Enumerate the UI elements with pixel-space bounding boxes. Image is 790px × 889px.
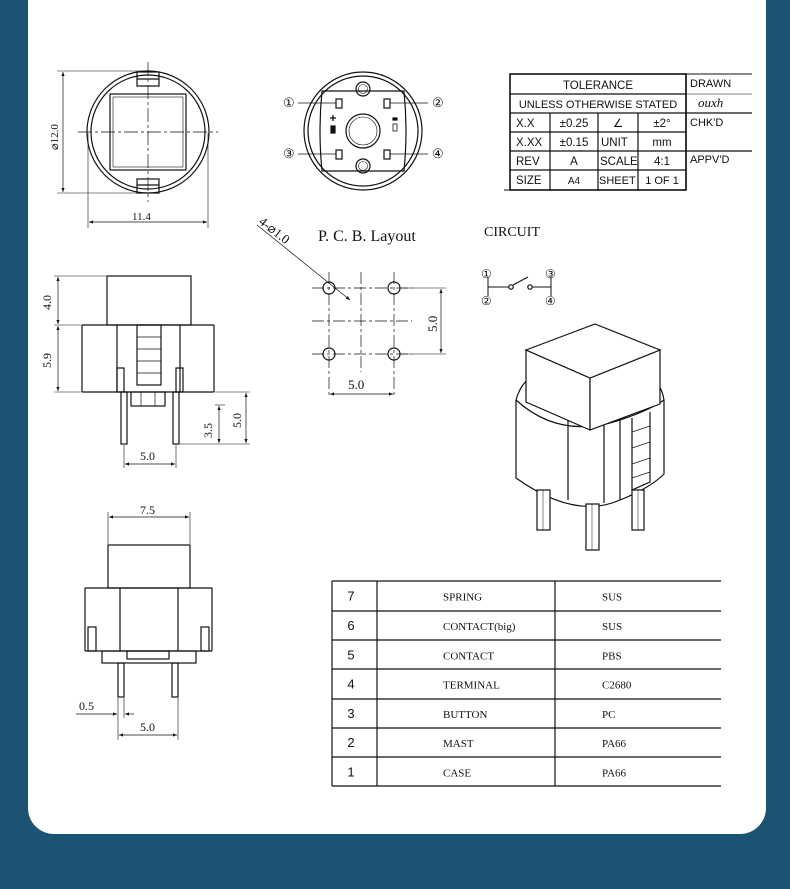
dim-total-lead: 5.0 <box>230 413 244 428</box>
material-row-number: 7 <box>347 588 355 604</box>
material-row-part: CASE <box>443 767 472 780</box>
tb-size-val: A4 <box>567 176 581 187</box>
tb-unit-label: UNIT <box>601 137 628 149</box>
tb-size-label: SIZE <box>516 175 542 187</box>
material-row-material: SUS <box>602 591 623 604</box>
front-view <box>76 512 212 740</box>
tb-scale-label: SCALE <box>600 156 638 168</box>
tb-rev-label: REV <box>516 156 540 168</box>
tb-tolerance: TOLERANCE <box>562 80 634 92</box>
dim-diameter: ⌀12.0 <box>49 124 61 150</box>
bottom-view <box>298 72 428 190</box>
tb-sheet-label: SHEET <box>599 175 636 187</box>
material-row-part: BUTTON <box>443 708 488 721</box>
tb-xx-val: ±0.25 <box>559 118 589 130</box>
pin-label-1: ① <box>283 95 295 110</box>
tb-sheet-val: 1 OF 1 <box>645 175 679 187</box>
material-row-material: PA66 <box>602 738 627 751</box>
dim-pin-length: 3.5 <box>201 423 215 438</box>
material-row-material: PA66 <box>602 767 627 780</box>
tb-angle-val: ±2° <box>653 118 671 130</box>
side-view <box>54 276 250 468</box>
material-row-number: 5 <box>347 647 355 663</box>
tb-rev-val: A <box>570 156 578 168</box>
material-table <box>347 589 631 780</box>
top-view <box>57 62 218 228</box>
pin-label-4: ④ <box>432 146 444 161</box>
circuit-pin-2: ② <box>481 294 492 308</box>
dim-pin-spacing-front: 5.0 <box>140 720 155 734</box>
circuit-title: CIRCUIT <box>484 225 540 240</box>
pcb-title: P. C. B. Layout <box>318 228 416 245</box>
circuit-pin-4: ④ <box>545 294 556 308</box>
pin-label-3: ③ <box>283 146 295 161</box>
dim-height-body: 5.9 <box>40 353 54 368</box>
tb-xx-label: X.X <box>516 118 535 130</box>
tb-angle-symbol: ∠ <box>612 118 624 130</box>
pcb-layout <box>257 225 446 395</box>
circuit-diagram <box>488 277 551 296</box>
tb-unit-val: mm <box>652 137 672 149</box>
circuit-pin-1: ① <box>481 267 492 281</box>
material-row-part: TERMINAL <box>443 679 500 692</box>
pcb-hole-note: 4-⌀1.0 <box>256 213 293 247</box>
tb-scale-val: 4:1 <box>654 156 670 168</box>
tb-xxx-val: ±0.15 <box>559 137 589 149</box>
tb-unless: UNLESS OTHERWISE STATED <box>518 99 678 111</box>
material-row-number: 4 <box>347 676 355 692</box>
material-row-number: 1 <box>347 764 355 780</box>
dim-pin-spacing-side: 5.0 <box>140 449 155 463</box>
material-row-part: CONTACT(big) <box>443 620 516 633</box>
tb-chkd-label: CHK'D <box>690 117 724 129</box>
material-row-part: CONTACT <box>443 650 495 663</box>
pcb-spacing-y: 5.0 <box>425 315 440 332</box>
pin-label-2: ② <box>432 95 444 110</box>
tb-drawn-label: DRAWN <box>690 78 732 90</box>
tb-appvd-label: APPV'D <box>690 154 730 166</box>
material-row-number: 6 <box>347 617 355 633</box>
dim-width-front: 7.5 <box>140 503 155 517</box>
material-row-material: SUS <box>602 620 623 633</box>
material-row-number: 2 <box>347 735 355 751</box>
material-table-grid <box>332 581 721 786</box>
material-row-material: PBS <box>602 650 622 663</box>
material-row-material: PC <box>602 708 616 721</box>
circuit-pin-3: ③ <box>545 267 556 281</box>
tb-xxx-label: X.XX <box>516 137 543 149</box>
isometric-view <box>516 324 664 550</box>
dim-height-cap: 4.0 <box>40 295 54 310</box>
tb-drawn-signature: ouxh <box>698 95 724 110</box>
material-row-part: SPRING <box>443 591 483 604</box>
dim-pin-width: 0.5 <box>79 699 94 713</box>
dim-width-top: 11.4 <box>132 211 151 223</box>
material-row-part: MAST <box>443 738 474 751</box>
material-row-material: C2680 <box>602 679 632 692</box>
pcb-spacing-x: 5.0 <box>348 377 365 392</box>
material-row-number: 3 <box>347 705 355 721</box>
